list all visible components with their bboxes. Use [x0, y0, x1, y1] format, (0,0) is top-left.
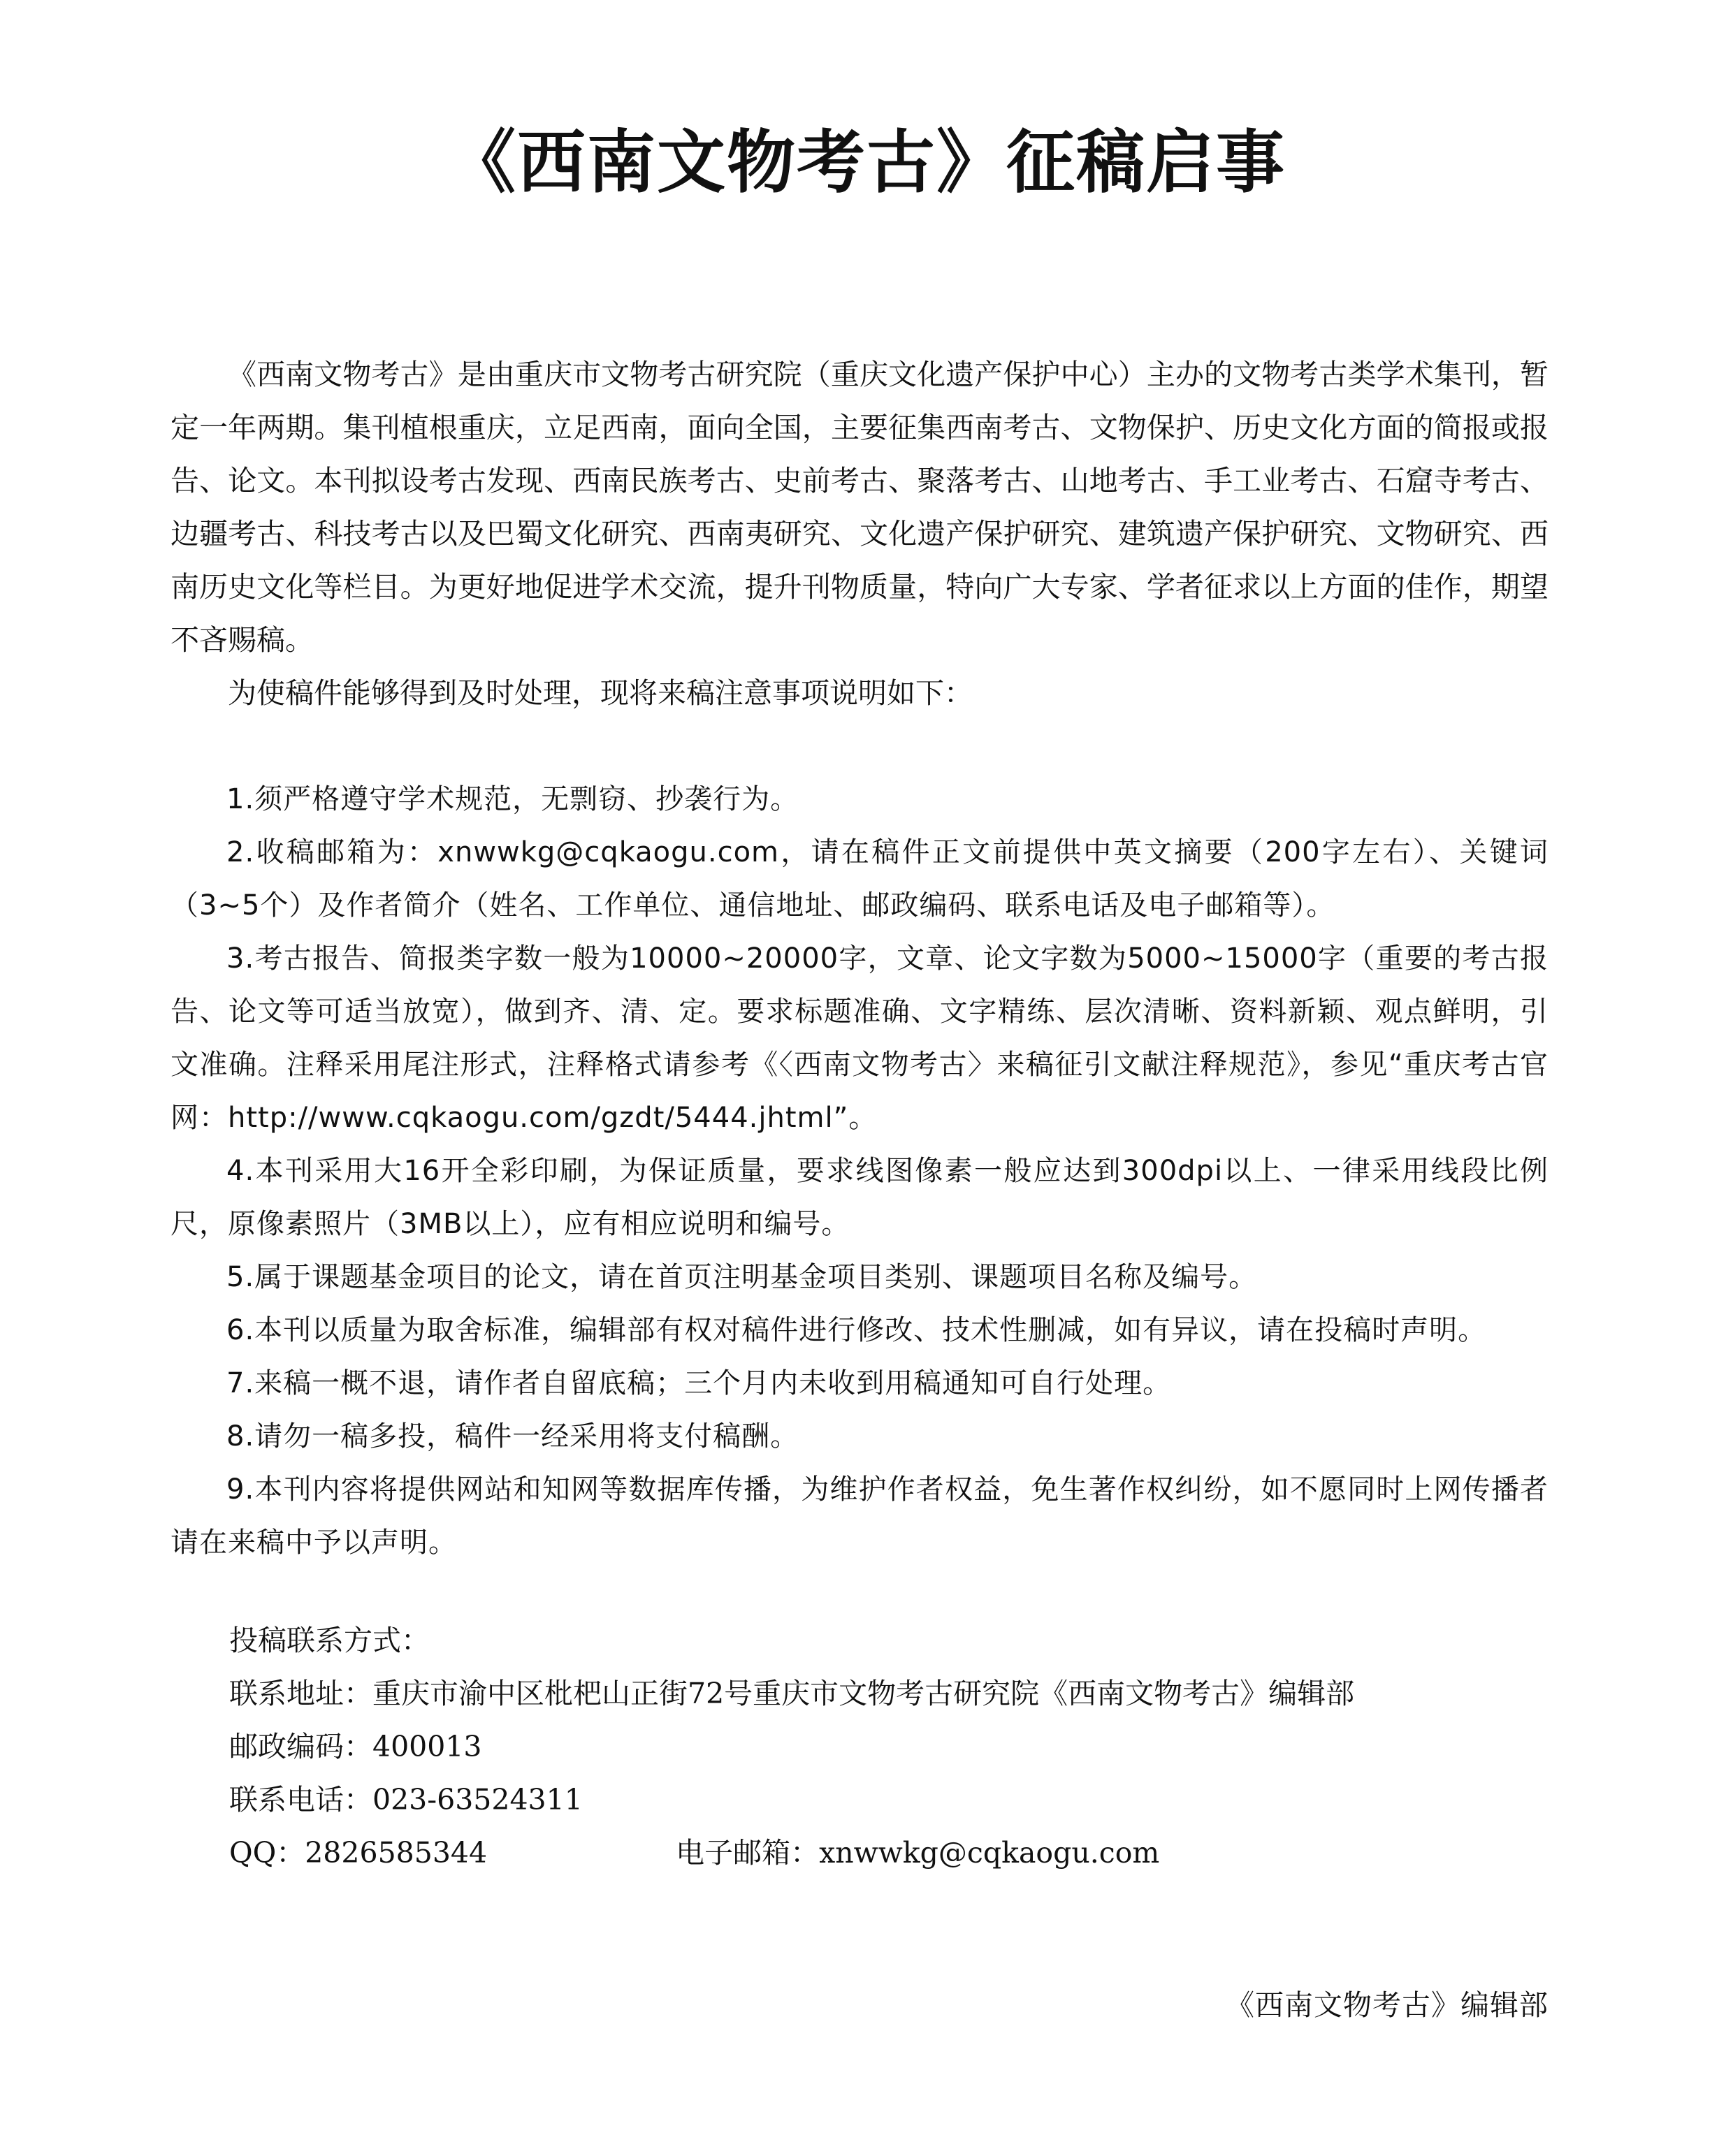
contact-qq-email-row	[229, 1826, 1549, 1879]
intro-paragraph: 为使稿件能够得到及时处理，现将来稿注意事项说明如下：	[228, 676, 973, 710]
contact-postcode: 邮政编码：400013	[229, 1730, 482, 1763]
notes-list	[171, 773, 1549, 1569]
intro-paragraph: 《西南文物考古》是由重庆市文物考古研究院（重庆文化遗产保护中心）主办的文物考古类学术集刊，暂定一年两期。集刊植根重庆，立足西南，面向全国，主要征集西南考古、文物保护、历史文化方面的简报或报告、论文。本刊拟设考古发现、西南民族考古、史前考古、聚落考古、山地考古、手工业考古、石窟寺考古、边疆考古、科技考古以及巴蜀文化研究、西南夷研究、文化遗产保护研究、建筑遗产保护研究、文物研究、西南历史文化等栏目。为更好地促进学术交流，提升刊物质量，特向广大专家、学者征求以上方面的佳作，期望不吝赐稿。	[171, 358, 1549, 657]
page-title: 《西南文物考古》征稿启事	[447, 122, 1286, 203]
note-item: 2.收稿邮箱为：xnwwkg@cqkaogu.com，请在稿件正文前提供中英文摘要（200字左右）、关键词（3~5个）及作者简介（姓名、工作单位、通信地址、邮政编码、联系电话及电子邮箱等）。	[171, 836, 1549, 922]
note-item: 9.本刊内容将提供网站和知网等数据库传播，为维护作者权益，免生著作权纠纷，如不愿同时上网传播者请在来稿中予以声明。	[171, 1473, 1549, 1559]
note-item: 3.考古报告、简报类字数一般为10000~20000字，文章、论文字数为5000~15000字（重要的考古报告、论文等可适当放宽），做到齐、清、定。要求标题准确、文字精练、层次清晰、资料新颖、观点鲜明，引文准确。注释采用尾注形式，注释格式请参考《〈西南文物考古〉来稿征引文献注释规范》，参见“重庆考古官网：http://www.cqkaogu.com/gzdt/5444.jhtml”。	[171, 942, 1549, 1134]
note-item: 1.须严格遵守学术规范，无剽窃、抄袭行为。	[226, 783, 799, 815]
note-item: 8.请勿一稿多投，稿件一经采用将支付稿酬。	[226, 1420, 799, 1452]
contact-section	[171, 1614, 1549, 1879]
contact-email: 电子邮箱：xnwwkg@cqkaogu.com	[676, 1836, 1160, 1870]
contact-address: 联系地址：重庆市渝中区枇杷山正街72号重庆市文物考古研究院《西南文物考古》编辑部	[229, 1677, 1355, 1710]
contact-phone: 联系电话：023-63524311	[229, 1783, 583, 1816]
signature: 《西南文物考古》编辑部	[1226, 1988, 1549, 2022]
note-item: 4.本刊采用大16开全彩印刷，为保证质量，要求线图像素一般应达到300dpi以上、一律采用线段比例尺，原像素照片（3MB以上），应有相应说明和编号。	[171, 1155, 1549, 1240]
note-item: 6.本刊以质量为取舍标准，编辑部有权对稿件进行修改、技术性删减，如有异议，请在投稿时声明。	[226, 1314, 1487, 1346]
contact-heading: 投稿联系方式：	[229, 1624, 430, 1657]
intro-section	[171, 348, 1549, 720]
contact-qq: QQ：2826585344	[229, 1836, 488, 1870]
note-item: 7.来稿一概不退，请作者自留底稿；三个月内未收到用稿通知可自行处理。	[226, 1367, 1172, 1399]
document-body	[171, 348, 1549, 1879]
note-item: 5.属于课题基金项目的论文，请在首页注明基金项目类别、课题项目名称及编号。	[226, 1261, 1258, 1293]
